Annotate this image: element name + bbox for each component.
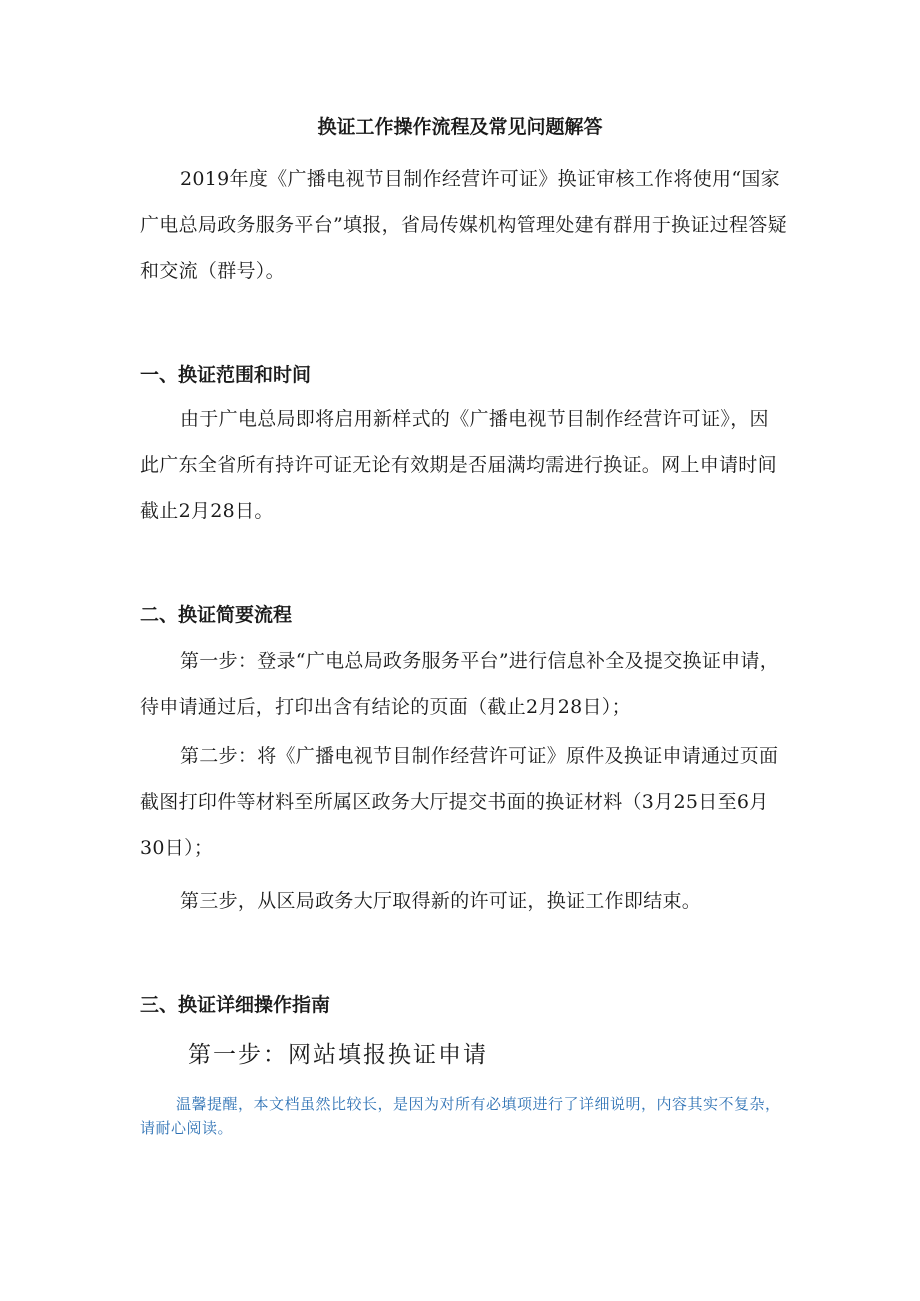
section-1-heading: 一、换证范围和时间 [140, 364, 312, 386]
section-2-step-3: 第三步，从区局政务大厅取得新的许可证，换证工作即结束。 [180, 890, 702, 912]
section-1-body: 由于广电总局即将启用新样式的《广播电视节目制作经营许可证》，因此广东全省所有持许可证无论有效期是否届满均需进行换证。网上申请时间截止2月28日。 [140, 408, 777, 522]
section-2-step-2: 第二步：将《广播电视节目制作经营许可证》原件及换证申请通过页面截图打印件等材料至所属区政务大厅提交书面的换证材料（3月25日至6月30日）； [140, 745, 779, 859]
reminder-note: 温馨提醒，本文档虽然比较长，是因为对所有必填项进行了详细说明，内容其实不复杂，请耐心阅读。 [140, 1095, 781, 1137]
document-title: 换证工作操作流程及常见问题解答 [317, 116, 603, 138]
section-2-heading: 二、换证简要流程 [140, 604, 293, 626]
section-3-heading: 三、换证详细操作指南 [140, 994, 331, 1016]
section-2-step-1: 第一步：登录“广电总局政务服务平台”进行信息补全及提交换证申请，待申请通过后，打印出含有结论的页面（截止2月28日）； [140, 650, 780, 718]
intro-paragraph: 2019年度《广播电视节目制作经营许可证》换证审核工作将使用“国家广电总局政务服务平台”填报，省局传媒机构管理处建有群用于换证过程答疑和交流（群号）。 [140, 168, 787, 282]
step-1-title: 第一步：网站填报换证申请 [188, 1042, 488, 1068]
